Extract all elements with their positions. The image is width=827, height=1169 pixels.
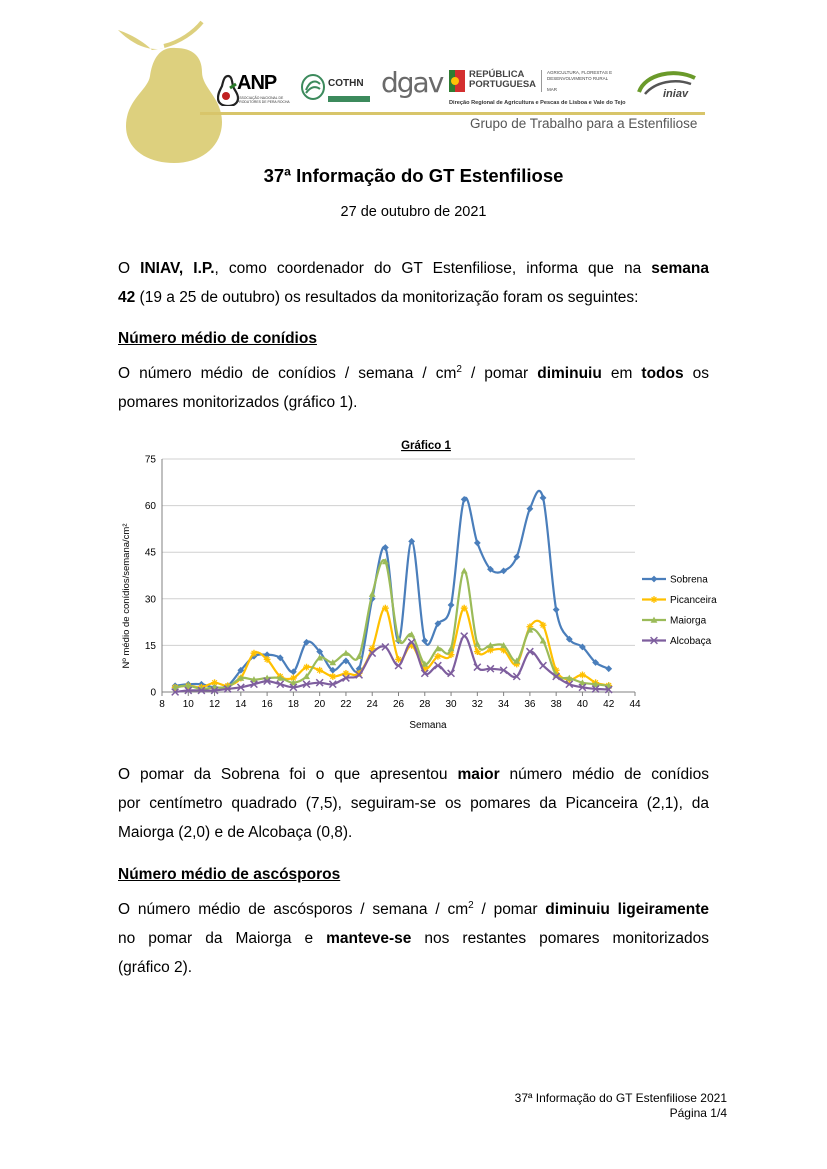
dgav-logo-text: dgav — [381, 66, 443, 99]
x-tick-label: 38 — [550, 699, 562, 710]
y-tick-label: 75 — [144, 454, 156, 466]
x-tick-label: 16 — [261, 699, 273, 710]
anp-logo — [215, 68, 299, 108]
iniav-logo-text: iniav — [663, 88, 689, 100]
republica-text: REPÚBLICA PORTUGUESA — [469, 69, 537, 90]
x-tick-label: 36 — [524, 699, 536, 710]
x-tick-label: 28 — [419, 699, 431, 710]
chart-title: Gráfico 1 — [401, 440, 451, 452]
iniav-logo — [635, 68, 703, 112]
chart-xlabel: Semana — [409, 720, 447, 731]
section-heading-ascosporos: Número médio de ascósporos — [118, 866, 341, 883]
x-tick-label: 42 — [603, 699, 615, 710]
intro-paragraph — [118, 254, 709, 312]
after-line-1: O pomar da Sobrena foi o que apresentou maior número médio de conídios — [118, 766, 709, 783]
anp-logo-text: ANP — [237, 72, 277, 94]
data-point — [316, 667, 323, 674]
x-tick-label: 22 — [340, 699, 352, 710]
legend-label: Picanceira — [670, 595, 717, 606]
y-tick-label: 15 — [144, 640, 156, 652]
republica-divider — [541, 70, 542, 92]
chart-ylabel: Nº médio de conídios/semana/cm² — [121, 523, 132, 669]
anp-logo-subtext: ASSOCIAÇÃO NACIONAL DE PRODUTORES DE PERA ROCHA — [237, 96, 290, 104]
page-footer — [515, 1091, 727, 1121]
republica-logo — [449, 68, 639, 112]
section2-line-2: no pomar da Maiorga e manteve-se nos restantes pomares monitorizados — [118, 930, 709, 948]
legend-label: Sobrena — [670, 574, 708, 586]
section1-line-1: O número médio de conídios / semana / $cm^2$ / pomar diminuiu em todos os — [118, 364, 709, 383]
cothn-logo — [301, 72, 371, 108]
document-date: 27 de outubro de 2021 — [340, 204, 487, 220]
document-title: 37ª Informação do GT Estenfiliose — [263, 165, 564, 186]
data-point — [651, 596, 658, 603]
anp-pear-icon — [217, 72, 239, 106]
section2-paragraph — [118, 891, 709, 982]
cothn-logo-text: COTHN — [328, 78, 364, 89]
dgav-logo — [381, 68, 441, 110]
after-line-2: por centímetro quadrado (7,5), seguiram-se os pomares da Picanceira (2,1), da — [118, 795, 709, 812]
intro-line-1: O INIAV, I.P., como coordenador do GT Estenfiliose, informa que na semana — [118, 260, 710, 277]
x-tick-label: 20 — [314, 699, 326, 710]
section1-line-2: pomares monitorizados (gráfico 1). — [118, 394, 358, 412]
ministry-text: AGRICULTURA, FLORESTAS E DESENVOLVIMENTO RURAL — [547, 70, 613, 81]
y-tick-label: 45 — [144, 547, 156, 559]
data-point — [540, 622, 547, 629]
drap-text: Direção Regional de Agricultura e Pescas de Lisboa e Vale do Tejo — [449, 100, 626, 106]
data-point — [303, 664, 310, 671]
cothn-logo-bar — [328, 96, 370, 102]
legend-label: Alcobaça — [670, 636, 712, 647]
partner-logos — [215, 68, 705, 114]
intro-line-2: 42 (19 a 25 de outubro) os resultados da monitorização foram os seguintes: — [118, 289, 639, 306]
section-heading-conidios: Número médio de conídios — [118, 330, 317, 347]
footer-page-number: Página 1/4 — [669, 1106, 727, 1120]
x-tick-label: 44 — [629, 699, 641, 710]
mar-text: MAR — [547, 87, 557, 92]
legend-label: Maiorga — [670, 615, 707, 627]
section1-after-paragraph — [118, 760, 709, 847]
data-point — [251, 650, 258, 657]
x-tick-label: 30 — [445, 699, 457, 710]
x-tick-label: 12 — [208, 699, 221, 710]
section2-line-1: O número médio de ascósporos / semana / $cm^2$ / pomar diminuiu ligeiramente — [118, 900, 709, 919]
chart-grafico-1 — [118, 434, 735, 734]
x-tick-label: 32 — [471, 699, 483, 710]
footer-doc-name: 37ª Informação do GT Estenfiliose 2021 — [514, 1091, 727, 1105]
x-tick-label: 34 — [498, 699, 510, 710]
x-tick-label: 26 — [392, 699, 405, 710]
y-tick-label: 60 — [144, 501, 156, 513]
header-divider — [200, 112, 705, 115]
group-name: Grupo de Trabalho para a Estenfiliose — [470, 116, 698, 131]
section2-line-3: (gráfico 2). — [118, 959, 193, 977]
portugal-flag-icon — [449, 70, 465, 92]
x-tick-label: 8 — [159, 699, 165, 710]
x-tick-label: 18 — [287, 699, 299, 710]
pear-logo-icon — [118, 18, 226, 163]
section1-paragraph — [118, 355, 709, 417]
x-tick-label: 24 — [366, 699, 378, 710]
after-line-3: Maiorga (2,0) e de Alcobaça (0,8). — [118, 824, 353, 841]
x-tick-label: 10 — [182, 699, 194, 710]
cothn-leaf-icon — [301, 74, 325, 100]
y-tick-label: 30 — [144, 594, 156, 606]
x-tick-label: 40 — [576, 699, 589, 710]
x-tick-label: 14 — [235, 699, 247, 710]
y-tick-label: 0 — [150, 687, 156, 699]
